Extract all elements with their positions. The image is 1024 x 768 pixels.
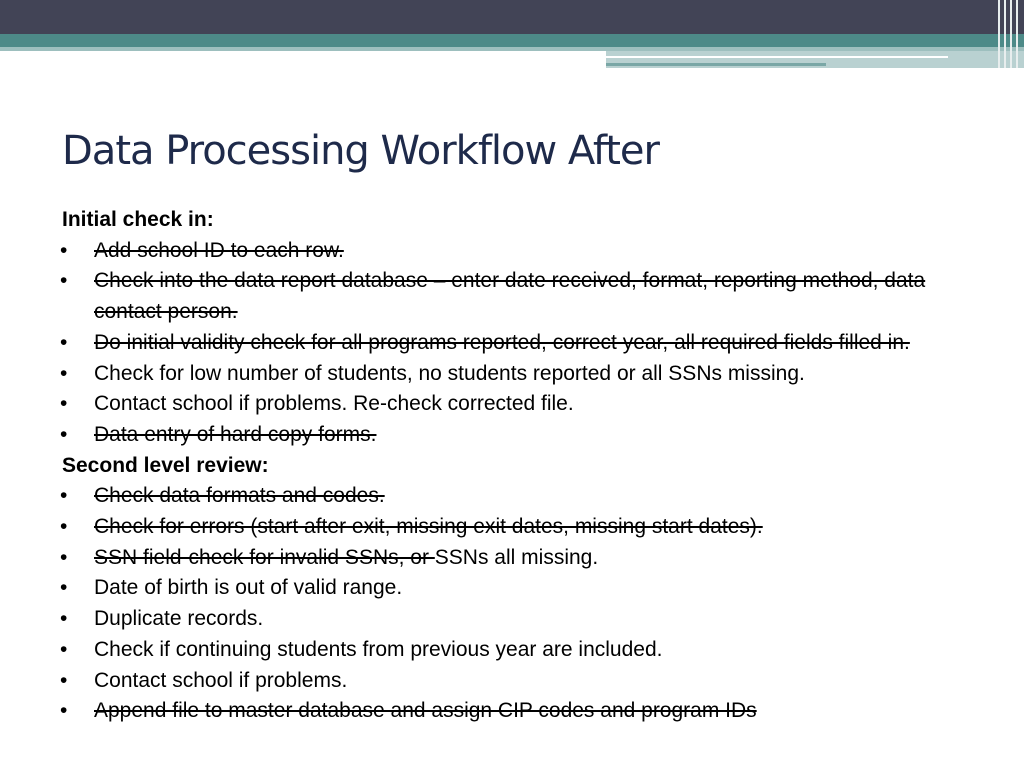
slide-content — [62, 205, 972, 727]
header-teal-bar — [0, 34, 1024, 47]
section-heading-second-level-review: Second level review: — [62, 453, 269, 477]
struck-text: SSN field-check for invalid SSNs, or — [94, 545, 435, 569]
list-item: • Date of birth is out of valid range. — [62, 573, 972, 604]
list-item: • Check for low number of students, no students reported or all SSNs missing. — [62, 359, 972, 390]
list-item: • Do initial validity check for all programs reported, correct year, all required fields filled in. — [62, 328, 972, 359]
stripe — [1016, 0, 1018, 68]
slide-title: Data Processing Workflow After — [62, 128, 659, 174]
list-item: • Check data formats and codes. — [62, 481, 972, 512]
list-item: • Contact school if problems. — [62, 666, 972, 697]
list-item: • Check for errors (start after exit, missing exit dates, missing start dates). — [62, 512, 972, 543]
section-heading-initial-check-in: Initial check in: — [62, 208, 214, 231]
list-item: • Contact school if problems. Re-check corrected file. — [62, 389, 972, 420]
list-item: • Check if continuing students from previous year are included. — [62, 635, 972, 666]
stripe — [998, 0, 1000, 68]
list-item — [62, 543, 972, 574]
second-level-review-list — [62, 481, 972, 727]
header-accent-line — [606, 56, 948, 58]
stripe — [1004, 0, 1006, 68]
list-item: • Add school ID to each row. — [62, 236, 972, 267]
stripe — [1010, 0, 1012, 68]
list-item: • Data entry of hard copy forms. — [62, 420, 972, 451]
list-item: • Check into the data report database – enter date received, format, reporting method, data contact person. — [62, 266, 972, 327]
list-item: • Append file to master database and assign CIP codes and program IDs — [62, 696, 972, 727]
plain-text: SSNs all missing. — [434, 545, 599, 569]
initial-check-in-list — [62, 236, 972, 451]
header-right-stripes — [994, 0, 1024, 68]
list-item: • Duplicate records. — [62, 604, 972, 635]
header-accent-line — [606, 63, 826, 66]
header-dark-bar — [0, 0, 1024, 34]
